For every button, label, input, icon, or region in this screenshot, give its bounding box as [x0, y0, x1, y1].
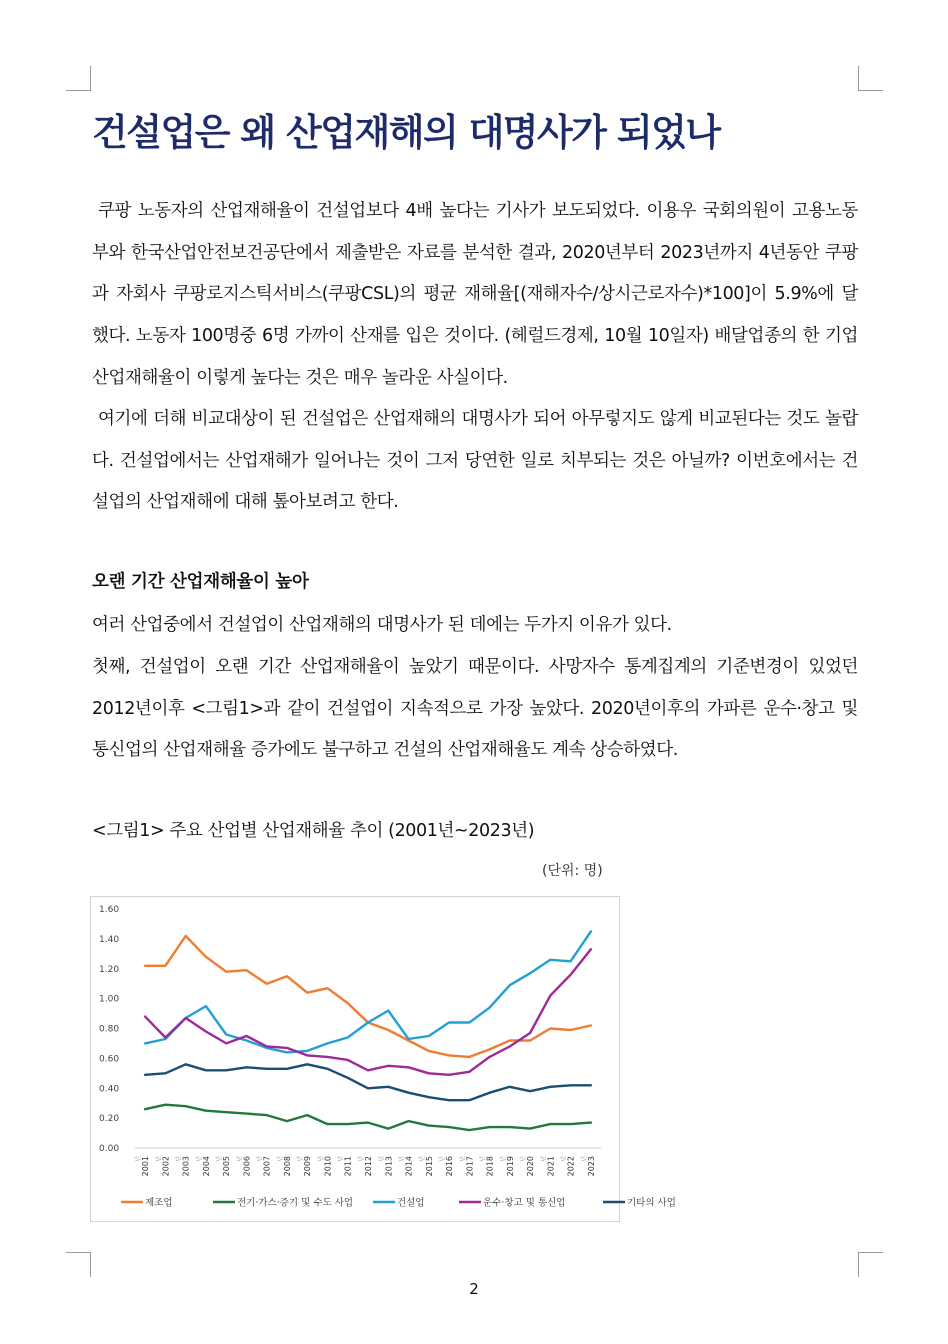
crop-mark-top-right	[858, 66, 883, 91]
x-tick-suffix: 년	[520, 1156, 528, 1162]
section-heading: 오랜 기간 산업재해율이 높아	[92, 572, 309, 592]
x-tick-label: 2021	[546, 1156, 556, 1177]
y-tick-label: 1.40	[99, 934, 120, 945]
y-tick-label: 0.40	[99, 1084, 120, 1095]
series-line-1	[145, 936, 591, 1057]
legend-label-5: 기타의 사업	[627, 1197, 676, 1209]
x-tick-label: 2018	[485, 1156, 495, 1177]
x-tick-label: 2004	[201, 1156, 211, 1177]
x-tick-suffix: 년	[297, 1156, 305, 1162]
figure-unit: (단위: 명)	[542, 863, 603, 879]
figure-caption: <그림1> 주요 산업별 산업재해율 추이 (2001년~2023년)	[92, 821, 535, 841]
chart-svg	[91, 897, 676, 1221]
x-tick-suffix: 년	[499, 1156, 507, 1162]
x-tick-label: 2005	[222, 1156, 232, 1177]
x-tick-label: 2009	[303, 1156, 313, 1177]
y-tick-label: 0.80	[99, 1024, 120, 1035]
x-tick-label: 2023	[586, 1156, 596, 1177]
x-tick-suffix: 년	[479, 1156, 487, 1162]
legend-label-1: 제조업	[145, 1197, 173, 1209]
x-tick-suffix: 년	[540, 1156, 548, 1162]
crop-mark-bottom-left	[66, 1252, 91, 1277]
x-tick-label: 2014	[404, 1156, 414, 1177]
x-tick-suffix: 년	[155, 1156, 163, 1162]
x-tick-label: 2011	[343, 1156, 353, 1177]
x-tick-suffix: 년	[216, 1156, 224, 1162]
x-tick-label: 2012	[364, 1156, 373, 1177]
x-tick-suffix: 년	[175, 1156, 183, 1162]
y-tick-label: 0.00	[99, 1144, 120, 1154]
crop-mark-top-left	[66, 66, 91, 91]
x-tick-label: 2022	[566, 1156, 576, 1177]
paragraph-first-reason: 첫째, 건설업이 오랜 기간 산업재해율이 높았기 때문이다. 사망자수 통계집계의 기준변경이 있었던 2012년이후 <그림1>과 같이 건설업이 지속적으로 가장 높았다. 2020년이후의 가파른 운수·창고 및 통신업의 산업재해율 증가에도 불구하고 건설의 산업재해율도 계속 상승하였다.	[92, 657, 858, 761]
y-tick-label: 0.20	[99, 1114, 120, 1125]
x-tick-suffix: 년	[195, 1156, 203, 1162]
paragraph-comparison: 여기에 더해 비교대상이 된 건설업은 산업재해의 대명사가 되어 아무렇지도 않게 비교된다는 것도 놀랍다. 건설업에서는 산업재해가 일어나는 것이 그저 당연한 일로 치부되는 것은 아닐까? 이번호에서는 건설업의 산업재해에 대해 톺아보려고 한다.	[92, 409, 858, 513]
x-tick-label: 2020	[526, 1156, 536, 1177]
paragraph-reasons: 여러 산업중에서 건설업이 산업재해의 대명사가 된 데에는 두가지 이유가 있다.	[92, 615, 672, 635]
x-tick-suffix: 년	[418, 1156, 426, 1162]
paragraph-intro: 쿠팡 노동자의 산업재해율이 건설업보다 4배 높다는 기사가 보도되었다. 이용우 국회의원이 고용노동부와 한국산업안전보건공단에서 제출받은 자료를 분석한 결과, 2020년부터 2023년까지 4년동안 쿠팡과 자회사 쿠팡로지스틱서비스(쿠팡CSL)의 평균 재해율[(재해자수/상시근로자수)*100]이 5.9%에 달했다. 노동자 100명중 6명 가까이 산재를 입은 것이다. (헤럴드경제, 10월 10일자) 배달업종의 한 기업 산업재해율이 이렇게 높다는 것은 매우 놀라운 사실이다.	[92, 201, 858, 388]
x-tick-label: 2007	[262, 1156, 272, 1177]
series-line-2	[145, 1105, 591, 1130]
y-tick-label: 1.60	[99, 905, 120, 915]
x-tick-label: 2010	[323, 1156, 333, 1177]
line-chart	[90, 896, 676, 1222]
x-tick-label: 2008	[282, 1156, 292, 1177]
x-tick-label: 2017	[465, 1156, 475, 1177]
x-tick-suffix: 년	[317, 1156, 325, 1162]
legend-label-2: 전기·가스·증기 및 수도 사업	[237, 1197, 354, 1209]
x-tick-suffix: 년	[398, 1156, 406, 1162]
page-number: 2	[469, 1280, 479, 1298]
x-tick-suffix: 년	[276, 1156, 284, 1162]
x-tick-suffix: 년	[236, 1156, 244, 1162]
y-tick-label: 1.00	[99, 994, 120, 1005]
y-tick-label: 0.60	[99, 1054, 120, 1065]
x-tick-suffix: 년	[135, 1156, 143, 1162]
x-tick-label: 2003	[181, 1156, 191, 1177]
x-tick-label: 2016	[445, 1156, 455, 1177]
x-tick-suffix: 년	[560, 1156, 568, 1162]
x-tick-suffix: 년	[580, 1156, 588, 1162]
x-tick-label: 2013	[384, 1156, 394, 1177]
x-tick-label: 2002	[161, 1156, 171, 1177]
x-tick-label: 2001	[141, 1156, 151, 1177]
x-tick-suffix: 년	[358, 1156, 365, 1162]
crop-mark-bottom-right	[858, 1252, 883, 1277]
x-tick-suffix: 년	[256, 1156, 264, 1162]
y-tick-label: 1.20	[99, 964, 120, 975]
x-tick-label: 2006	[242, 1156, 252, 1177]
page-title: 건설업은 왜 산업재해의 대명사가 되었나	[92, 111, 720, 154]
x-tick-suffix: 년	[439, 1156, 447, 1162]
x-tick-suffix: 년	[459, 1156, 467, 1162]
series-line-4	[145, 949, 591, 1075]
x-tick-suffix: 년	[378, 1156, 386, 1162]
legend-label-4: 운수·창고 및 통신업	[483, 1197, 566, 1209]
legend-label-3: 건설업	[397, 1197, 425, 1209]
x-tick-suffix: 년	[337, 1156, 345, 1162]
x-tick-label: 2019	[505, 1156, 515, 1177]
x-tick-label: 2015	[424, 1156, 434, 1177]
